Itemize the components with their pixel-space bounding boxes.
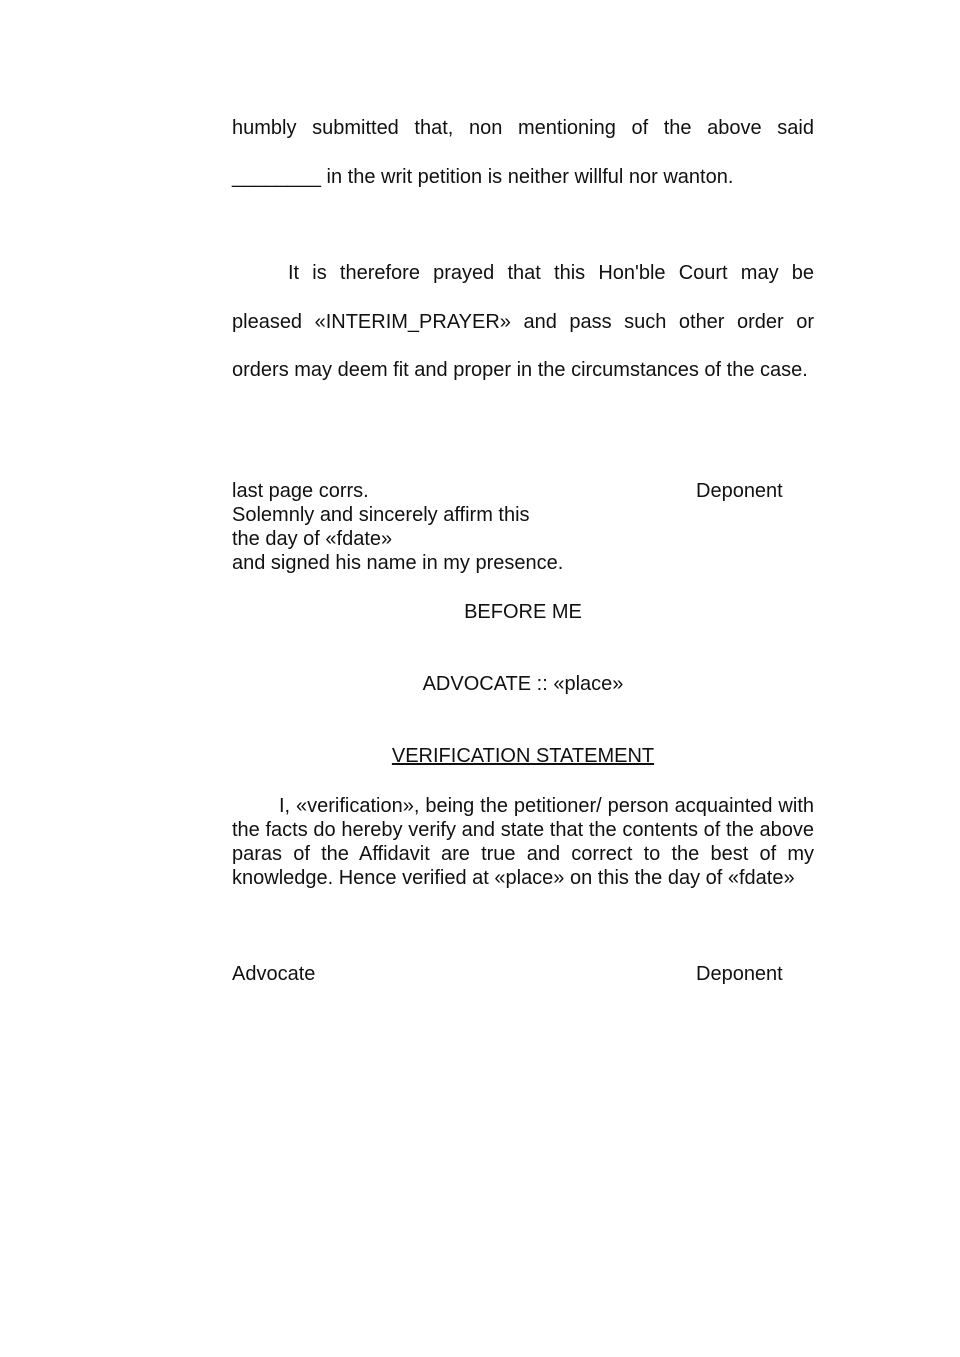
- before-me-label: BEFORE ME: [464, 601, 582, 623]
- submission-paragraph: humbly submitted that, non mentioning of the above said ________ in the writ petition is neither willful nor wanton.: [232, 117, 814, 188]
- affirm-text: Solemnly and sincerely affirm this: [232, 504, 530, 526]
- verification-heading-text: VERIFICATION STATEMENT: [391, 745, 655, 767]
- verification-heading: [232, 744, 814, 768]
- verification-paragraph: I, «verification», being the petitioner/ person acquainted with the facts do hereby verify and state that the contents of the above paras of the Affidavit are true and correct to the best of my knowledge. Hence verified at «place» on this the day of «fdate»: [232, 795, 814, 890]
- signed-presence-text: and signed his name in my presence.: [232, 552, 564, 574]
- deponent-signature-label: Deponent: [696, 963, 783, 985]
- advocate-signature-label: Advocate: [232, 963, 316, 985]
- prayer-paragraph: It is therefore prayed that this Hon'ble Court may be pleased «INTERIM_PRAYER» and pass such other order or orders may deem fit and proper in the circumstances of the case.: [232, 262, 814, 381]
- deponent-label-top: Deponent: [696, 480, 783, 502]
- affirm-date-text: the day of «fdate»: [232, 528, 393, 550]
- advocate-place-label: ADVOCATE :: «place»: [422, 673, 624, 695]
- last-page-corrs-text: last page corrs.: [232, 480, 369, 502]
